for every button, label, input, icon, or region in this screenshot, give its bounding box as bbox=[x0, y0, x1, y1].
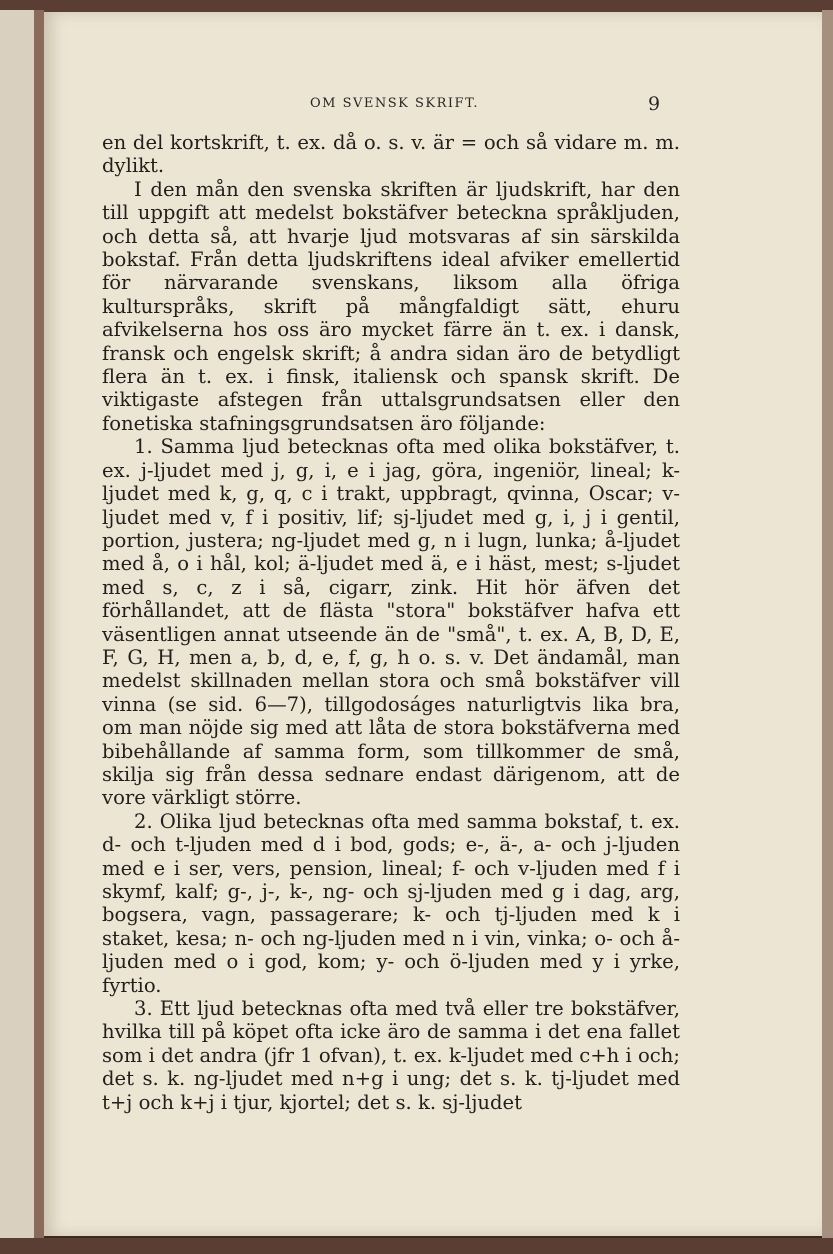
book-edge-top bbox=[0, 0, 833, 12]
paragraph: 2. Olika ljud betecknas ofta med samma bokstaf, t. ex. d- och t-ljuden med d i bod, gods; e-, ä-, a- och j-ljuden med e i ser, vers, pension, lineal; f- och v-ljuden med f i skymf, kalf; g-, j-, k-, ng- och sj-ljuden med g i dag, arg, bogsera, vagn, passagerare; k- och tj-ljuden med k i staket, kesa; n- och ng-ljuden med n i vin, vinka; o- och å-ljuden med o i god, kom; y- och ö-ljuden med y i yrke, fyrtio. bbox=[102, 809, 680, 997]
paragraph: en del kortskrift, t. ex. då o. s. v. är = och så vidare m. m. dylikt. bbox=[102, 131, 680, 178]
running-title: OM SVENSK SKRIFT. bbox=[310, 96, 479, 111]
book-edge-bottom bbox=[0, 1238, 833, 1254]
book-gutter bbox=[34, 10, 44, 1238]
paragraph: I den mån den svenska skriften är ljudskrift, har den till uppgift att medelst bokstäfver beteckna språkljuden, och detta så, att hvarje ljud motsvaras af sin särskilda bokstaf. Från detta ljudskriftens ideal afviker emellertid för närvarande svenskans, liksom alla öfriga kulturspråks, skrift på mångfaldigt sätt, ehuru afvikelserna hos oss äro mycket färre än t. ex. i dansk, fransk och engelsk skrift; å andra sidan äro de betydligt flera än t. ex. i finsk, italiensk och spansk skrift. De viktigaste afstegen från uttalsgrundsatsen eller den fonetiska stafningsgrundsatsen äro följande: bbox=[102, 177, 680, 435]
page-number: 9 bbox=[648, 93, 661, 115]
paragraph: 3. Ett ljud betecknas ofta med två eller tre bokstäfver, hvilka till på köpet ofta icke äro de samma i det ena fallet som i det andra (jfr 1 ofvan), t. ex. k-ljudet med c+h i och; det s. k. ng-ljudet med n+g i ung; det s. k. tj-ljudet med t+j och k+j i tjur, kjortel; det s. k. sj-ljudet bbox=[102, 997, 680, 1114]
body-text bbox=[102, 131, 680, 1114]
paragraph: 1. Samma ljud betecknas ofta med olika bokstäfver, t. ex. j-ljudet med j, g, i, e i jag, göra, ingeniör, lineal; k-ljudet med k, g, q, c i trakt, uppbragt, qvinna, Oscar; v-ljudet med v, f i positiv, lif; sj-ljudet med g, i, j i gentil, portion, justera; ng-ljudet med g, n i lugn, lunka; å-ljudet med å, o i hål, kol; ä-ljudet med ä, e i häst, mest; s-ljudet med s, c, z i så, cigarr, zink. Hit hör äfven det förhållandet, att de flästa "stora" bokstäfver hafva ett väsentligen annat utseende än de "små", t. ex. A, B, D, E, F, G, H, men a, b, d, e, f, g, h o. s. v. Det ändamål, man medelst skillnaden mellan stora och små bokstäfver vill vinna (se sid. 6—7), tillgodoságes naturligtvis lika bra, om man nöjde sig med att låta de stora bokstäfverna med bibehållande af samma form, som tillkommer de små, skilja sig från dessa sednare endast därigenom, att de vore värkligt större. bbox=[102, 435, 680, 810]
page-edge-right bbox=[822, 10, 833, 1238]
previous-page-edge bbox=[0, 10, 35, 1238]
